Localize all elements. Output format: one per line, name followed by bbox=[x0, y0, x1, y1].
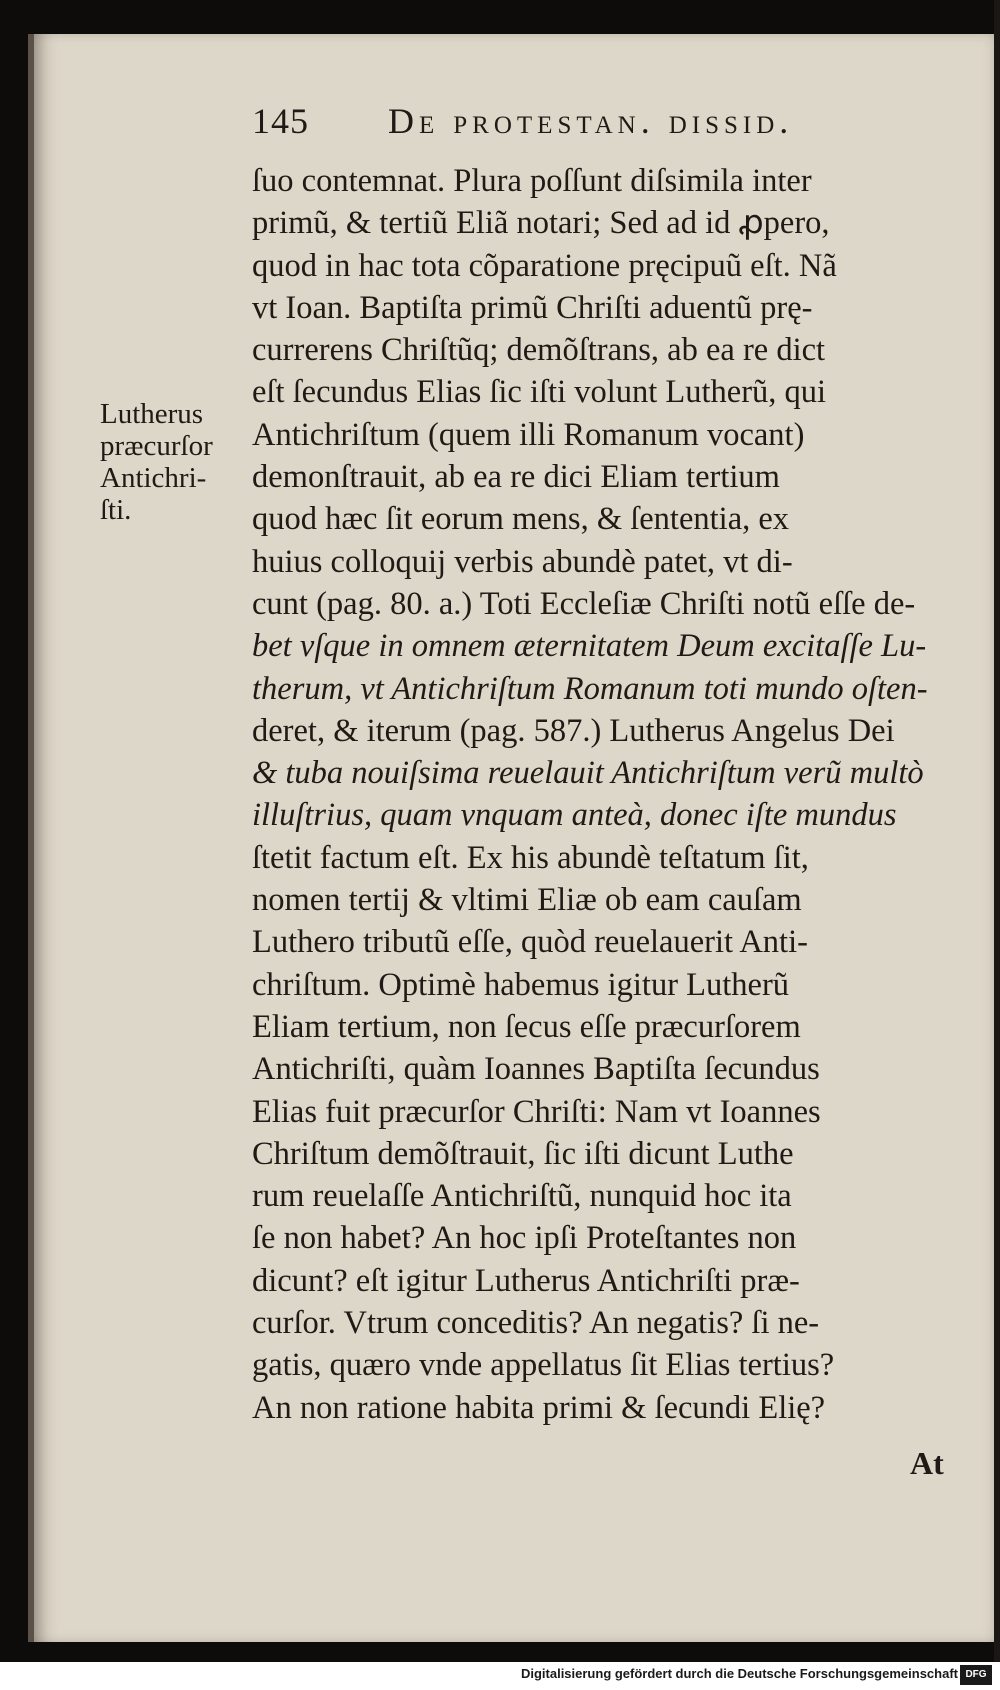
text-line: Chriſtum demõſtrauit, ſic iſti dicunt Luthe bbox=[252, 1135, 794, 1172]
text-line: currerens Chriſtũq; demõſtrans, ab ea re dict bbox=[252, 332, 826, 369]
catchword: At bbox=[910, 1445, 944, 1481]
text-line: Eliam tertium, non ſecus eſſe præcurſorem bbox=[252, 1008, 801, 1045]
text-line: vt Ioan. Baptiſta primũ Chriſti aduentũ prę- bbox=[252, 289, 813, 326]
margin-note-line: Lutherus bbox=[100, 398, 204, 430]
running-head: De protestan. dissid. bbox=[388, 101, 794, 141]
text-line: therum, vt Antichriſtum Romanum toti mundo oſten- bbox=[252, 670, 928, 707]
text-line: huius colloquij verbis abundè patet, vt di- bbox=[252, 543, 793, 580]
text-line: rum reuelaſſe Antichriſtũ, nunquid hoc ita bbox=[252, 1178, 792, 1215]
text-line: & tuba nouiſsima reuelauit Antichriſtum verũ multò bbox=[252, 755, 924, 792]
body-text bbox=[252, 160, 960, 1429]
page-edge bbox=[994, 0, 1000, 1662]
text-line: illuſtrius, quam vnquam anteà, donec iſte mundus bbox=[252, 797, 897, 834]
margin-note-line: ſti. bbox=[100, 494, 132, 526]
text-line: ſtetit factum eſt. Ex his abundè teſtatum ſit, bbox=[252, 839, 809, 876]
text-line: Antichriſti, quàm Ioannes Baptiſta ſecundus bbox=[252, 1051, 820, 1088]
page-header bbox=[252, 100, 892, 146]
funding-credit: Digitalisierung gefördert durch die Deutsche Forschungsgemeinschaft bbox=[520, 1666, 958, 1681]
text-line: Antichriſtum (quem illi Romanum vocant) bbox=[252, 416, 805, 453]
text-line: deret, & iterum (pag. 587.) Lutherus Angelus Dei bbox=[252, 712, 895, 749]
margin-note-line: præcurſor bbox=[100, 430, 213, 462]
text-line: ſuo contemnat. Plura poſſunt diſsimila inter bbox=[252, 163, 812, 199]
dfg-logo-icon: DFG bbox=[960, 1665, 992, 1685]
text-line: Luthero tributũ eſſe, quòd reuelauerit Anti- bbox=[252, 924, 808, 961]
text-line: quod in hac tota cõparatione pręcipuũ eſt. Nã bbox=[252, 247, 837, 284]
page-number: 145 bbox=[252, 101, 309, 141]
text-line: primũ, & tertiũ Eliã notari; Sed ad id ꝓpero, bbox=[252, 205, 830, 242]
text-line: cunt (pag. 80. a.) Toti Eccleſiæ Chriſti notũ eſſe de- bbox=[252, 585, 916, 622]
text-line: quod hæc ſit eorum mens, & ſententia, ex bbox=[252, 501, 790, 538]
text-line: dicunt? eſt igitur Lutherus Antichriſti præ- bbox=[252, 1262, 800, 1299]
text-line: An non ratione habita primi & ſecundi Elię? bbox=[252, 1389, 826, 1426]
text-line: curſor. Vtrum conceditis? An negatis? ſi ne- bbox=[252, 1305, 820, 1342]
text-line: ſe non habet? An hoc ipſi Proteſtantes non bbox=[252, 1220, 797, 1257]
text-line: gatis, quæro vnde appellatus ſit Elias tertius? bbox=[252, 1347, 835, 1384]
footer-bar bbox=[0, 1662, 1000, 1690]
text-line: demonſtrauit, ab ea re dici Eliam tertium bbox=[252, 459, 780, 496]
text-line: eſt ſecundus Elias ſic iſti volunt Lutherũ, qui bbox=[252, 374, 827, 411]
text-line: nomen tertij & vltimi Eliæ ob eam cauſam bbox=[252, 882, 802, 919]
margin-note-line: Antichri- bbox=[100, 462, 207, 494]
text-line: Elias fuit præcurſor Chriſti: Nam vt Ioannes bbox=[252, 1093, 821, 1130]
text-line: bet vſque in omnem æternitatem Deum excitaſſe Lu- bbox=[252, 628, 927, 665]
text-line: chriſtum. Optimè habemus igitur Lutherũ bbox=[252, 966, 790, 1003]
margin-note bbox=[100, 398, 250, 526]
